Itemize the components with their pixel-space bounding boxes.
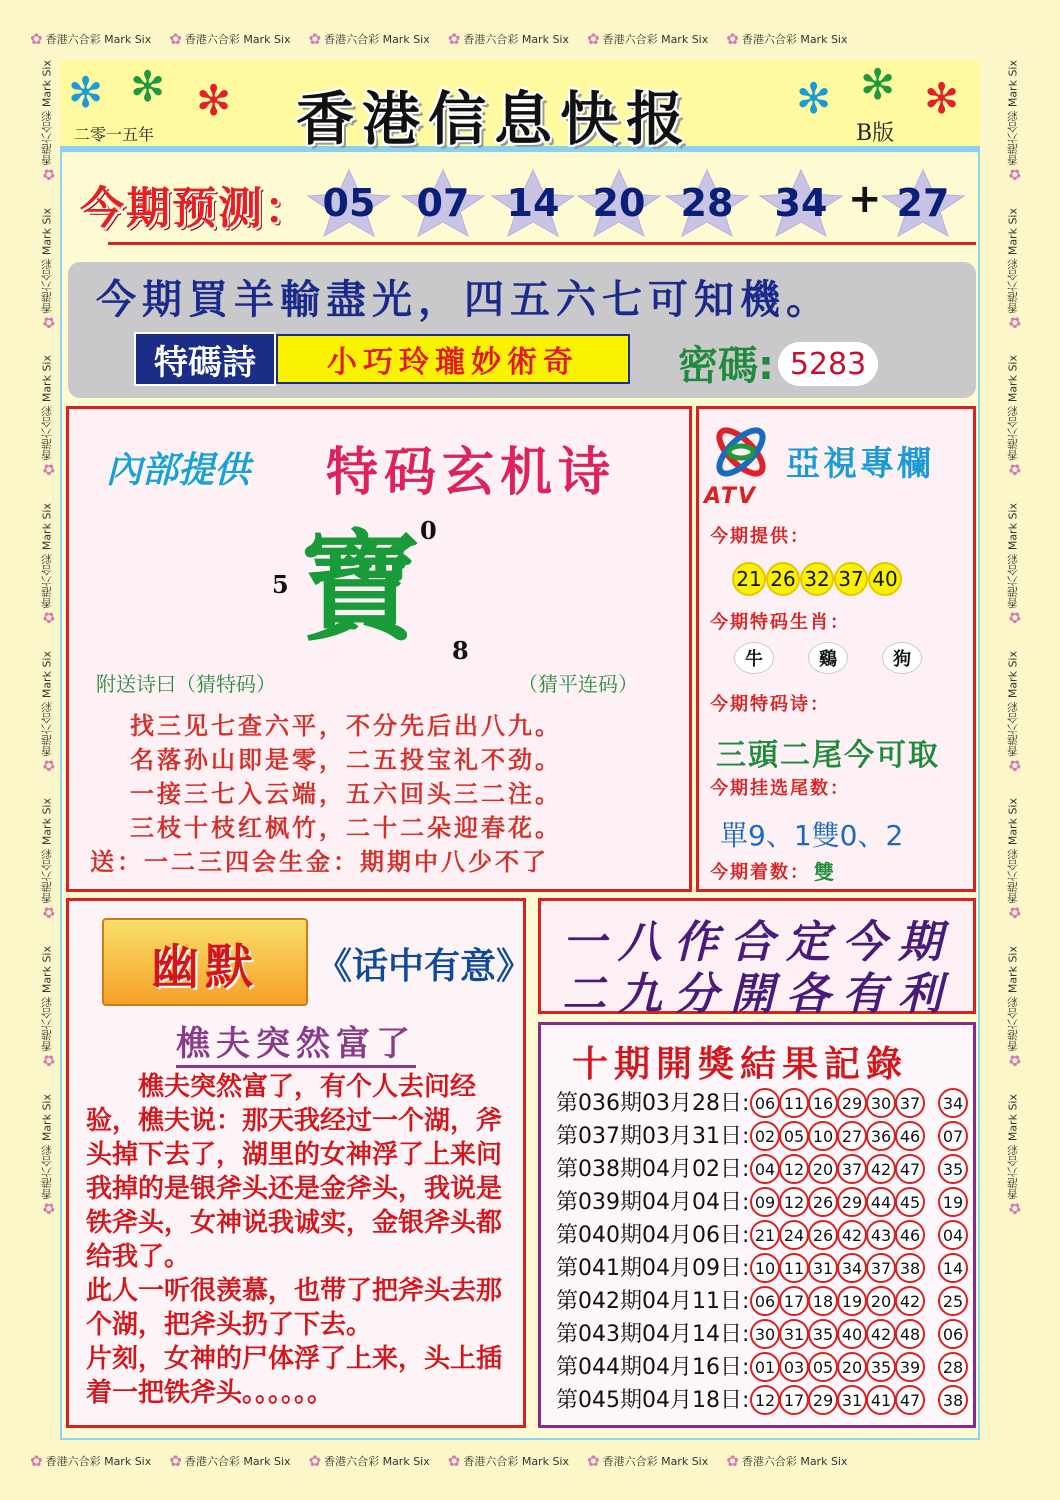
record-special-ball: 38 [938,1385,968,1415]
verse-line: 一接三七入云端，五六回头三二注。 [130,780,562,808]
watermark-item [1003,1094,1024,1218]
watermark-text: 香港六合彩 Mark Six [324,1455,430,1468]
record-ball: 03 [779,1352,809,1382]
atv-logo-text: ATV [704,484,757,509]
watermark-text: 香港六合彩 Mark Six [184,1455,291,1468]
watermark-text: 香港六合彩 Mark Six [40,798,53,905]
flower-icon: ✿ [39,165,58,184]
record-ball: 35 [866,1352,896,1382]
record-period: 第043期04月14日: [556,1322,750,1347]
snowflake-icon: ✻ [196,76,232,125]
watermark-text: 香港六合彩 Mark Six [1006,650,1019,757]
record-ball: 26 [808,1220,838,1250]
watermark-text: 香港六合彩 Mark Six [1006,503,1019,609]
snowflake-icon: ✻ [860,60,896,109]
snowflake-icon: ✻ [68,68,104,117]
prediction-number [304,168,394,238]
watermark-strip-left [36,60,58,1440]
watermark-item [1003,60,1024,184]
snowflake-icon: ✻ [130,62,166,111]
flower-icon: ✿ [1005,461,1024,480]
watermark-item [1003,503,1024,627]
atv-poem-label: 今期特码诗： [710,694,830,715]
record-ball: 24 [779,1220,809,1250]
record-ball: 31 [808,1253,838,1283]
record-ball: 05 [808,1352,838,1382]
watermark-text: 香港六合彩 Mark Six [1006,60,1019,166]
atv-tail-label: 今期挂选尾数： [710,778,850,799]
watermark-item [37,60,58,184]
watermark-item [30,30,151,48]
riddle-character: 寶 [300,517,420,658]
watermark-text: 香港六合彩 Mark Six [1006,798,1019,905]
watermark-text: 香港六合彩 Mark Six [1006,207,1019,314]
watermark-text: 香港六合彩 Mark Six [602,33,709,46]
flower-icon: ✿ [1005,608,1024,627]
atv-ball: 37 [834,562,868,596]
flower-icon: ✿ [447,1452,461,1470]
watermark-text: 香港六合彩 Mark Six [1006,1093,1019,1200]
atv-ball: 40 [868,562,902,596]
flower-icon: ✿ [1005,756,1024,775]
watermark-item [726,1452,847,1470]
record-ball: 31 [837,1385,867,1415]
record-ball: 12 [750,1385,780,1415]
watermark-strip-bottom [30,1450,1030,1472]
record-special-ball: 25 [938,1286,968,1316]
watermark-item [309,1452,430,1470]
record-ball: 02 [750,1121,780,1151]
watermark-item [30,1452,151,1470]
record-ball: 36 [866,1121,896,1151]
flower-icon: ✿ [30,30,43,48]
record-period: 第044期04月16日: [556,1355,750,1380]
flower-icon: ✿ [587,1452,600,1470]
record-ball: 46 [895,1220,925,1250]
record-period: 第036期03月28日: [556,1091,750,1116]
record-ball: 27 [837,1121,867,1151]
watermark-item [37,798,58,922]
verse-line: 三枝十枝红枫竹，二十二朵迎春花。 [130,814,562,842]
record-ball: 30 [866,1088,896,1118]
riddle-title: 特码玄机诗 [326,443,617,503]
record-ball: 43 [866,1220,896,1250]
record-ball: 09 [750,1187,780,1217]
divider-line [108,242,976,245]
snowflake-icon: ✻ [796,74,832,123]
special-poem-text: 小巧玲瓏妙術奇 [276,334,630,384]
prediction-number [488,168,578,238]
code-value: 5283 [778,342,878,386]
watermark-item [1003,651,1024,775]
record-ball: 12 [779,1187,809,1217]
flower-icon: ✿ [308,30,322,48]
atv-pick-value: 雙 [814,860,834,884]
humour-badge: 幽默 [102,918,308,1006]
record-special-ball: 28 [938,1352,968,1382]
watermark-text: 香港六合彩 Mark Six [40,355,53,462]
atv-ball: 21 [732,562,766,596]
record-ball: 17 [779,1286,809,1316]
prediction-number-text: 14 [506,181,560,225]
record-ball: 20 [866,1286,896,1316]
watermark-item [448,30,569,48]
record-ball: 37 [837,1154,867,1184]
atv-zodiac-item: 鷄 [808,642,848,674]
atv-zodiac-item: 牛 [734,642,774,674]
code-label: 密碼: [678,343,774,389]
record-ball: 10 [750,1253,780,1283]
record-ball: 42 [866,1319,896,1349]
watermark-text: 香港六合彩 Mark Six [40,60,53,166]
record-special-ball: 07 [938,1121,968,1151]
record-ball: 44 [866,1187,896,1217]
watermark-item [1003,355,1024,479]
record-ball: 29 [837,1187,867,1217]
prediction-number [398,168,488,238]
watermark-text: 香港六合彩 Mark Six [184,33,291,46]
record-ball: 37 [895,1088,925,1118]
record-ball: 06 [750,1088,780,1118]
flower-icon: ✿ [39,461,58,480]
flower-icon: ✿ [726,1452,739,1470]
joke-paragraph: 此人一听很羡慕，也带了把斧头去那个湖，把斧头扔了下去。 [86,1276,503,1340]
record-special-ball: 14 [938,1253,968,1283]
records-title: 十期開獎結果記錄 [572,1044,909,1085]
joke-paragraph: 樵夫突然富了，有个人去问经验，樵夫说：那天我经过一个湖，斧头掉下去了，湖里的女神浮了上来问我掉的是银斧头还是金斧头，我说是铁斧头，女神说我诚实，金银斧头都给我了。 [86,1072,503,1272]
flower-icon: ✿ [39,608,58,627]
watermark-item [37,946,58,1070]
atv-provide-label: 今期提供： [710,526,810,547]
couplet-line: 二九分開各有利 [562,969,954,1020]
record-ball: 37 [866,1253,896,1283]
year-label: 二零一五年 [74,125,155,144]
prediction-special-text: 27 [896,181,950,225]
watermark-item [1003,946,1024,1070]
watermark-item [37,651,58,775]
flower-icon: ✿ [1005,165,1024,184]
watermark-item [587,1452,708,1470]
atv-logo-icon [706,422,776,482]
watermark-item [37,503,58,627]
record-ball: 06 [750,1286,780,1316]
note-left: 附送诗曰（猜特码） [96,672,276,696]
prediction-number-text: 20 [592,181,646,225]
record-ball: 30 [750,1319,780,1349]
atv-ball: 26 [766,562,800,596]
record-period: 第037期03月31日: [556,1124,750,1149]
prediction-number [756,168,846,238]
prediction-special-number [878,168,968,238]
watermark-item [37,208,58,332]
couplet-line: 一八作合定今期 [562,917,954,968]
joke-paragraph: 片刻，女神的尸体浮了上来，头上插着一把铁斧头。。。。。。 [86,1344,503,1408]
record-period: 第045期04月18日: [556,1388,750,1413]
record-ball: 47 [895,1154,925,1184]
record-ball: 31 [779,1319,809,1349]
record-special-ball: 19 [938,1187,968,1217]
gift-line: 送：一二三四会生金：期期中八少不了 [90,848,549,876]
verse-line: 名落孙山即是零，二五投宝礼不劲。 [130,746,562,774]
joke-body [86,1070,520,1410]
record-ball: 38 [895,1253,925,1283]
record-ball: 46 [895,1121,925,1151]
record-ball: 18 [808,1286,838,1316]
record-ball: 39 [895,1352,925,1382]
record-special-ball: 35 [938,1154,968,1184]
prediction-number-text: 05 [322,181,376,225]
record-ball: 20 [837,1352,867,1382]
flower-icon: ✿ [1005,1199,1024,1218]
prediction-number [574,168,664,238]
prediction-label: 今期预测： [80,183,310,234]
record-ball: 05 [779,1121,809,1151]
watermark-text: 香港六合彩 Mark Six [40,503,53,609]
clue-left: 5 [272,570,289,599]
record-ball: 26 [808,1187,838,1217]
watermark-item [309,30,430,48]
watermark-item [1003,798,1024,922]
watermark-item [587,30,708,48]
atv-tail-value: 單9、1雙0、2 [720,819,904,852]
record-ball: 17 [779,1385,809,1415]
flower-icon: ✿ [726,30,739,48]
record-ball: 48 [895,1319,925,1349]
watermark-text: 香港六合彩 Mark Six [45,1455,152,1468]
record-special-ball: 06 [938,1319,968,1349]
record-ball: 20 [808,1154,838,1184]
watermark-strip-right [1002,60,1024,1440]
prediction-number-text: 28 [680,181,734,225]
flower-icon: ✿ [1005,313,1024,332]
record-ball: 29 [808,1385,838,1415]
atv-poem: 三頭二尾今可取 [716,738,940,773]
record-period: 第041期04月09日: [556,1256,750,1281]
flower-icon: ✿ [1005,1051,1024,1070]
record-special-ball: 04 [938,1220,968,1250]
watermark-text: 香港六合彩 Mark Six [741,33,848,46]
record-ball: 01 [750,1352,780,1382]
flower-icon: ✿ [39,313,58,332]
flower-icon: ✿ [1005,904,1024,923]
flower-icon: ✿ [30,1452,43,1470]
edition-label: B版 [856,121,895,146]
clue-bottom: 8 [452,636,469,665]
record-ball: 35 [808,1319,838,1349]
watermark-text: 香港六合彩 Mark Six [324,33,430,46]
watermark-text: 香港六合彩 Mark Six [463,33,569,46]
watermark-text: 香港六合彩 Mark Six [1006,355,1019,462]
prediction-number-text: 07 [416,181,470,225]
flower-icon: ✿ [447,30,461,48]
record-ball: 41 [866,1385,896,1415]
record-ball: 40 [837,1319,867,1349]
flower-icon: ✿ [39,1199,58,1218]
prediction-number-text: 34 [774,181,828,225]
page-title: 香港信息快报 [296,85,693,153]
flower-icon: ✿ [587,30,600,48]
watermark-text: 香港六合彩 Mark Six [45,33,152,46]
record-ball: 42 [837,1220,867,1250]
watermark-text: 香港六合彩 Mark Six [40,1093,53,1200]
watermark-text: 香港六合彩 Mark Six [463,1455,569,1468]
record-ball: 29 [837,1088,867,1118]
snowflake-icon: ✻ [924,74,960,123]
joke-title: 樵夫突然富了 [176,1016,416,1068]
record-ball: 04 [750,1154,780,1184]
record-special-ball: 34 [938,1088,968,1118]
watermark-text: 香港六合彩 Mark Six [1006,946,1019,1052]
watermark-item [169,30,290,48]
watermark-item [37,355,58,479]
flower-icon: ✿ [39,904,58,923]
watermark-text: 香港六合彩 Mark Six [40,946,53,1052]
verse-line: 找三见七查六平，不分先后出八九。 [130,712,562,740]
atv-pick-label: 今期着数： [710,862,810,883]
flower-icon: ✿ [169,1452,182,1470]
record-ball: 16 [808,1088,838,1118]
atv-zodiac-item: 狗 [882,642,922,674]
watermark-item [37,1094,58,1218]
watermark-item [726,30,847,48]
watermark-item [1003,208,1024,332]
prediction-number [662,168,752,238]
record-period: 第038期04月02日: [556,1157,750,1182]
watermark-text: 香港六合彩 Mark Six [40,207,53,314]
atv-title: 亞視專欄 [786,444,934,484]
flower-icon: ✿ [39,1051,58,1070]
humour-subtitle: 《话中有意》 [316,946,533,987]
record-ball: 19 [837,1286,867,1316]
riddle-source-label: 內部提供 [106,450,251,491]
record-ball: 47 [895,1385,925,1415]
flower-icon: ✿ [308,1452,322,1470]
record-ball: 12 [779,1154,809,1184]
special-poem-label: 特碼詩 [134,332,276,386]
flower-icon: ✿ [39,756,58,775]
record-period: 第039期04月04日: [556,1190,750,1215]
watermark-text: 香港六合彩 Mark Six [741,1455,848,1468]
record-ball: 11 [779,1088,809,1118]
watermark-item [448,1452,569,1470]
atv-ball: 32 [800,562,834,596]
note-right: （猜平连码） [518,672,638,696]
record-ball: 45 [895,1187,925,1217]
record-ball: 34 [837,1253,867,1283]
record-ball: 10 [808,1121,838,1151]
flower-icon: ✿ [169,30,182,48]
clue-top: 0 [420,516,437,545]
slogan-text: 今期買羊輸盡光，四五六七可知機。 [96,277,832,323]
record-ball: 42 [866,1154,896,1184]
record-ball: 11 [779,1253,809,1283]
watermark-item [169,1452,290,1470]
atv-zodiac-label: 今期特码生肖： [710,612,850,633]
watermark-text: 香港六合彩 Mark Six [602,1455,709,1468]
watermark-strip-top [30,28,1030,50]
record-period: 第042期04月11日: [556,1289,750,1314]
record-period: 第040期04月06日: [556,1223,750,1248]
watermark-text: 香港六合彩 Mark Six [40,650,53,757]
record-ball: 42 [895,1286,925,1316]
record-ball: 21 [750,1220,780,1250]
plus-sign: + [848,176,882,222]
